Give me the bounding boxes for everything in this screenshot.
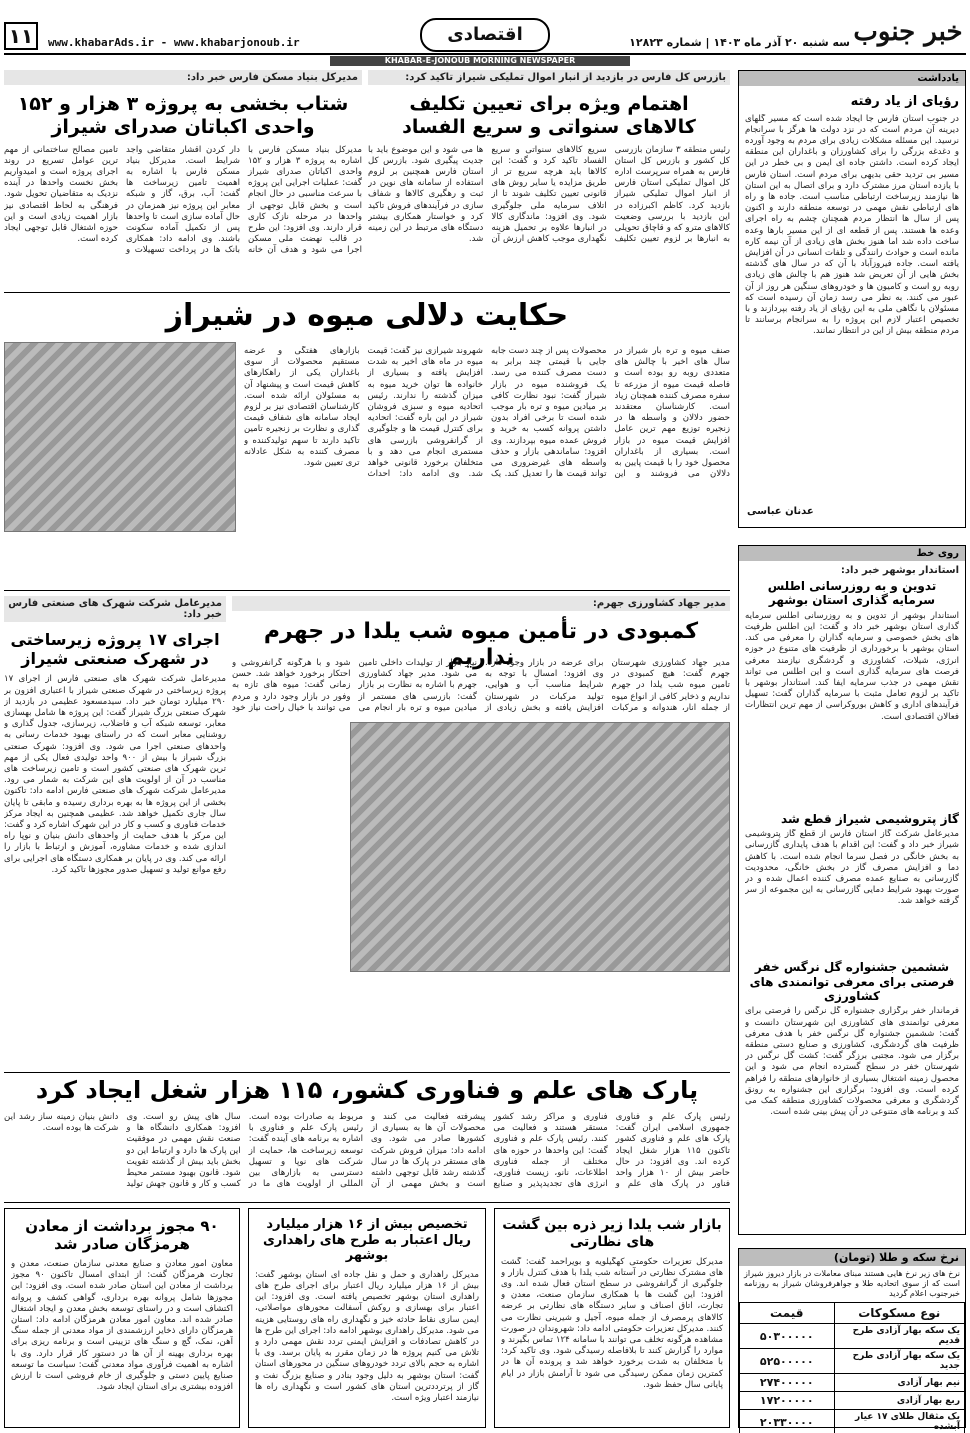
gold-col-price: قیمت [740, 1303, 835, 1324]
section-title: اقتصادی [420, 18, 550, 52]
maaden-title: ۹۰ مجوز برداشت از معادن هرمزگان صادر شد [25, 1217, 219, 1253]
miveh-title: حکایت دلالی میوه در شیراز [165, 298, 569, 333]
yaddasht-author: عدنان عباسی [747, 505, 814, 517]
gold-row [740, 1349, 965, 1374]
gold-row [740, 1392, 965, 1410]
yalda-photo [350, 722, 730, 972]
miveh-photo [4, 342, 236, 532]
gold-item-name: ربع بهار آزادی [834, 1392, 965, 1410]
gold-item-price: ۲۰۳۳۰۰۰۰ [740, 1410, 835, 1433]
article-kalaha [368, 70, 730, 285]
divider [4, 1202, 730, 1203]
yalda-market-title: بازار شب یلدا زیر ذره بین گشت های نظارتی [502, 1217, 722, 1250]
page-number: ۱۱ [8, 24, 34, 48]
park-title: پارک های علم و فناوری کشور، ۱۱۵ هزار شغل ایجاد کرد [35, 1076, 699, 1104]
yalda-body: مدیر جهاد کشاورزی شهرستان جهرم گفت: هیچ کمبودی در تامین میوه شب یلدا در جهرم نداریم و ذخایر کافی از انواع میوه از جمله انار، هندوانه و مرکبات برای عرضه در بازار وجود دارد. وی افزود: امسال با توجه به شرایط مناسب آب و هوایی، تولید مرکبات در شهرستان افزایش یافته و بخش زیادی از نیاز بازار از تولیدات داخلی تامین می شود. مدیر جهاد کشاورزی جهرم با اشاره به نظارت بر بازار گفت: بازرسی های مستمر از میادین میوه و تره بار انجام می شود و با هرگونه گرانفروشی و احتکار برخورد خواهد شد. حسن زمانی گفت: میوه های تازه به وفور در بازار وجود دارد و مردم می توانند با خیال راحت نیاز خود [232, 658, 730, 713]
gold-table-header [740, 1303, 965, 1324]
gold-table [739, 1302, 965, 1433]
ruye-khat-title: گاز پتروشیمی شیراز قطع شد [781, 811, 959, 826]
gold-title: نرخ سکه و طلا (تومان) [739, 1249, 965, 1266]
gold-item-price: ۵۲۵۰۰۰۰۰ [740, 1349, 835, 1374]
gold-item-name: یک سکه بهار آزادی طرح قدیم [834, 1324, 965, 1349]
article-miveh [4, 298, 730, 583]
projects-kicker: مدیرعامل شرکت شهرک های صنعتی فارس خبر داد: [4, 596, 226, 622]
gold-item-price: ۱۷۲۰۰۰۰۰ [740, 1392, 835, 1410]
maskan-title: شتاب بخشی به پروژه ۳ هزار و ۱۵۲ واحدی اکباتان صدرای شیراز [17, 93, 349, 138]
projects-body: مدیرعامل شرکت شهرک های صنعتی فارس از اجرای ۱۷ پروژه زیرساختی در شهرک صنعتی شیراز با اعتباری افزون بر ۲۹۰ میلیارد تومان خبر داد. سیدمسعود عظیمی در بازدید از شهرک صنعتی بزرگ شیراز گفت: این پروژه ها شامل بهسازی معابر، توسعه شبکه آب و فاضلاب، زیرسازی، جدول گذاری و روشنایی معابر است که در راستای بهبود خدمات رسانی به واحدهای صنعتی اجرا می شود. وی افزود: شهرک صنعتی بزرگ شیراز با بیش از ۹۰۰ واحد تولیدی فعال یکی از مهم ترین شهرک های صنعتی کشور است و تامین زیرساخت های مناسب در آن از اولویت های این شرکت به شمار می رود. مدیرعامل شرکت شهرک های صنعتی فارس ادامه داد: تاکنون بخشی از این پروژه ها به بهره برداری رسیده و مابقی تا پایان سال جاری تکمیل خواهد شد. عظیمی همچنین به ایجاد مرکز خدمات فناوری و کسب و کار در این شهرک اشاره کرد و گفت: این مرکز با هدف حمایت از واحدهای دانش بنیان و نوپا راه اندازی شده و خدمات مشاوره، آموزش و ارتباط با بازار را ارائه می کند. وی در پایان بر همکاری دستگاه های اجرایی برای رفع موانع تولید و تسهیل صدور مجوزها تاکید کرد. [4, 674, 226, 875]
yaddasht-title: رؤیای از یاد رفته [850, 94, 959, 109]
masthead [0, 0, 970, 64]
gold-col-item: نوع مسکوکات [834, 1303, 965, 1324]
kalaha-kicker: بازرس کل فارس در بازدید از انبار اموال تملیکی شیراز تاکید کرد: [368, 70, 730, 85]
masthead-rule [4, 53, 966, 55]
ruye-khat-box [738, 545, 966, 1235]
ruye-khat-body: فرماندار خفر برگزاری جشنواره گل نرگس را فرصتی برای معرفی توانمندی های کشاورزی این شهرستان دانست و گفت: ششمین جشنواره گل نرگس خفر با هدف معرفی ظرفیت های گردشگری، کشاورزی و صنایع دستی منطقه برگزار می شود. مجتبی برزگر گفت: کشت گل نرگس در شهرستان خفر در سطح گسترده انجام می شود و این محصول زمینه اشتغال بسیاری از خانوارهای منطقه را فراهم کرده است. وی افزود: برگزاری این جشنواره به رونق گردشگری و معرفی محصولات کشاورزی منطقه کمک می کند و برنامه های متنوعی در آن پیش بینی شده است. [745, 1006, 959, 1118]
divider [4, 292, 730, 293]
article-rahdari [248, 1208, 486, 1428]
rahdari-body: مدیرکل راهداری و حمل و نقل جاده ای استان بوشهر گفت: بیش از ۱۶ هزار میلیارد ریال اعتبار برای اجرای طرح های راهداری استان بوشهر تخصیص یافته است. وی افزود: این اعتبار برای بهسازی و روکش آسفالت محورهای مواصلاتی، ایمن سازی نقاط حادثه خیز و نگهداری راه های روستایی هزینه می شود. مدیرکل راهداری بوشهر ادامه داد: اجرای این طرح ها در کاهش تصادفات و افزایش ایمنی تردد نقش مهمی دارد و تلاش می کنیم پروژه ها در زمان مقرر به پایان برسد. وی با اشاره به حجم بالای تردد خودروهای سنگین در محورهای استان گفت: استان بوشهر به دلیل وجود بنادر و صنایع بزرگ نفت و گاز از پرترددترین استان های کشور است و نگهداری راه ها نیازمند اعتبار ویژه است. [255, 1269, 479, 1404]
yaddasht-body: در جنوب استان فارس جا ایجاد شده است که مسیر گلهای دیرینه آن مردم است که در نزد دولت ها هرگز با سرانجام نرسید. این مسئله مشکلات زیادی برای مردم به وجود آورده و دغدغه بزرگی را برای کشاورزان و باغداران این منطقه ایجاد کرده است. داشتن جاده ای ایمن و بی خطر در این مسیر بی تردید حقی بدیهی برای مردم است. استان فارس با یازده استان مرز مشترک دارد و برای اتصال به این استان ها نیازمند زیرساخت ارتباطی مناسب است. جاده ها و راه های ارتباطی نقش مهمی در توسعه منطقه دارند و اکنون پس از سال ها انتظار مردم همچنان چشم به راه اجرای وعده ها هستند. پس از قطعه ای از این مسیر بارها وعده ساخت داده شد اما هنوز بخش های زیادی از آن نیمه کاره مانده است و حوادث رانندگی و تلفات انسانی در آن افزایش یافته است. جاده فیروزآباد با آن که در سال های گذشته بخش هایی از آن تعریض شد هنوز هم با چالش های زیادی روبه رو است و کامیون ها و خودروهای سنگین هر روز از آن عبور می کنند. به نظر می رسد زمان آن رسیده است که مسئولان با نگاهی ملی به این رؤیای از یاد رفته بپردازند و با تخصیص اعتبار لازم این پروژه را به سرانجام برسانند تا مردم منطقه بیش از این در انتظار نمانند. [745, 113, 959, 337]
miveh-body: صنف میوه و تره بار شیراز در سال های اخیر با چالش های متعددی روبه رو بوده است و فاصله قیمت میوه از مزرعه تا سفره مصرف کننده همچنان زیاد است. کارشناسان معتقدند حضور دلالان و واسطه ها در زنجیره توزیع مهم ترین عامل افزایش قیمت میوه در بازار است. بسیاری از باغداران محصول خود را با قیمت پایین به دلالان می فروشند و این محصولات پس از چند دست جابه جایی با قیمتی چند برابر به دست مصرف کننده می رسد. یک فروشنده میوه در بازار شیراز گفت: نبود نظارت کافی بر میادین میوه و تره بار موجب شده است تا برخی افراد بدون داشتن پروانه کسب به خرید و فروش عمده میوه بپردازند. وی افزود: ساماندهی بازار و حذف واسطه های غیرضروری می تواند قیمت ها را تعدیل کند. یک شهروند شیرازی نیز گفت: قیمت میوه در ماه های اخیر به شدت افزایش یافته و بسیاری از خانواده ها توان خرید میوه به میزان گذشته را ندارند. رئیس اتحادیه میوه و سبزی فروشان شیراز در این باره گفت: اتحادیه برای کنترل قیمت ها و جلوگیری از گرانفروشی بازرسی های مستمری انجام می دهد و با متخلفان برخورد قانونی خواهد شد. وی ادامه داد: احداث بازارهای هفتگی و عرضه مستقیم محصولات از سوی باغداران یکی از راهکارهای کاهش قیمت است و پیشنهاد آن به مسئولان ارائه شده است. کارشناسان اقتصادی نیز بر لزوم ایجاد سامانه های شفاف قیمت گذاری و نظارت بر زنجیره تامین تاکید دارند تا سهم تولیدکننده و مصرف کننده به شکل عادلانه تری تعیین شود. [244, 346, 730, 480]
yalda-kicker: مدیر جهاد کشاورزی جهرم: [232, 596, 730, 611]
ruye-khat-title: تدوین و به روزرسانی اطلس سرمایه گذاری استان بوشهر [767, 579, 937, 608]
ruye-khat-kicker: استاندار بوشهر خبر داد: [840, 565, 959, 576]
ruye-khat-body: استاندار بوشهر از تدوین و به روزرسانی اطلس سرمایه گذاری استان بوشهر خبر داد و گفت: این اطلس ظرفیت های بخش خصوصی و سرمایه گذاران را معرفی می کند. استان بوشهر با برخورداری از ظرفیت های متنوع در حوزه انرژی، شیلات، کشاورزی و گردشگری نیازمند معرفی فرصت های سرمایه گذاری است و این اطلس می تواند نقش مهمی در جذب سرمایه ایفا کند. استاندار بوشهر با تاکید بر لزوم تعامل مثبت با سرمایه گذاران گفت: تسهیل فرآیندهای اداری و کاهش بوروکراسی از مهم ترین انتظارات فعالان اقتصادی است. [745, 610, 959, 722]
park-body: رئیس پارک علم و فناوری جمهوری اسلامی ایران گفت: پارک های علم و فناوری کشور تاکنون ۱۱۵ هزار شغل ایجاد کرده اند. وی افزود: در حال حاضر بیش از ۱۰ هزار واحد فناور در پارک های علم و فناوری و مراکز رشد کشور مستقر هستند و فعالیت می کنند. رئیس پارک علم و فناوری گفت: این واحدها در حوزه های مختلف از جمله فناوری اطلاعات، نانو، زیست فناوری، انرژی های تجدیدپذیر و صنایع پیشرفته فعالیت می کنند و محصولات آن ها به بسیاری از کشورها صادر می شود. وی ادامه داد: میزان فروش شرکت های مستقر در پارک ها در سال گذشته رشد قابل توجهی داشته است و بخش مهمی از آن مربوط به صادرات بوده است. رئیس پارک علم و فناوری با اشاره به برنامه های آینده گفت: توسعه زیرساخت ها، حمایت از شرکت های نوپا و تسهیل دسترسی به بازارهای بین المللی از اولویت های ما در سال های پیش رو است. وی افزود: همکاری دانشگاه ها و صنعت نقش مهمی در موفقیت این پارک ها دارد و ارتباط این دو بخش باید بیش از گذشته تقویت شود. قانون بهبود مستمر محیط کسب و کار و قانون جهش تولید دانش بنیان زمینه ساز رشد این شرکت ها بوده است. [4, 1112, 730, 1190]
yalda-bottom-text [350, 978, 730, 1062]
ruye-khat-item [739, 561, 965, 805]
ruye-khat-label: روی خط [739, 546, 965, 561]
article-yalda [232, 596, 730, 1066]
gold-item-name: نیم بهار آزادی [834, 1374, 965, 1392]
maskan-kicker: مدیرکل بنیاد مسکن فارس خبر داد: [4, 70, 362, 85]
divider [4, 590, 730, 591]
article-park [4, 1076, 730, 1196]
rahdari-title: تخصیص بیش از ۱۶ هزار میلیارد ریال اعتبار به طرح های راهداری بوشهر [262, 1217, 472, 1264]
miveh-photo-caption [4, 536, 236, 576]
divider [4, 1072, 730, 1073]
gold-item-name: یک سکه بهار آزادی طرح جدید [834, 1349, 965, 1374]
english-band: KHABAR-E-JONOUB MORNING NEWSPAPER [330, 56, 630, 66]
ruye-khat-body: مدیرعامل شرکت گاز استان فارس از قطع گاز پتروشیمی شیراز خبر داد و گفت: این اقدام با هدف پایداری گازرسانی به بخش خانگی در فصل سرما انجام شده است. با کاهش دما و افزایش مصرف گاز در بخش خانگی، محدودیت گازرسانی به صنایع عمده مصرف کننده اعمال شده و در صورت بهبود شرایط دمایی گازرسانی به این مجموعه از سر گرفته خواهد شد. [745, 829, 959, 907]
yaddasht-label: یادداشت [739, 71, 965, 86]
gold-item-price: ۲۷۴۰۰۰۰۰ [740, 1374, 835, 1392]
maskan-body: مدیرکل بنیاد مسکن فارس با اشاره به پروژه ۳ هزار و ۱۵۲ واحدی اکباتان صدرای شیراز گفت: عملیات اجرایی این پروژه با سرعت مناسبی در حال انجام است و بخش قابل توجهی از واحدها در مرحله نازک کاری قرار دارند. وی افزود: این طرح در قالب نهضت ملی مسکن اجرا می شود و هدف آن خانه دار کردن اقشار متقاضی واجد شرایط است. مدیرکل بنیاد مسکن فارس با اشاره به اهمیت تامین زیرساخت ها گفت: آب، برق، گاز و شبکه معابر این پروژه نیز همزمان در حال آماده سازی است تا واحدها پس از تکمیل آماده سکونت باشند. وی ادامه داد: همکاری بانک ها در پرداخت تسهیلات و تامین مصالح ساختمانی از مهم ترین عوامل تسریع در روند اجرای پروژه است و امیدواریم بخش نخست واحدها در آینده نزدیک به متقاضیان تحویل شود. فرهنگی به لحاظ اقتصادی نیز بازار اهمیت زیادی است و این حوزه اشتغال قابل توجهی ایجاد کرده است. [4, 144, 362, 256]
kalaha-body: رئیس منطقه ۳ سازمان بازرسی کل کشور و بازرس کل استان فارس به همراه سرپرست اداره کل اموال تملیکی استان فارس از انبار اموال تملیکی شیراز بازدید کرد. کاظم اکبرزاده در این بازدید با بررسی وضعیت کالاهای مترو که و قاچاق تحویلی به انبارها بر لزوم تعیین تکلیف سریع کالاهای سنواتی و سریع الفساد تاکید کرد و گفت: این کالاها باید هرچه سریع تر از طریق مزایده یا سایر روش های قانونی تعیین تکلیف شوند تا از اتلاف سرمایه ملی جلوگیری شود. وی افزود: ماندگاری کالا در انبارها علاوه بر تحمیل هزینه نگهداری موجب کاهش ارزش آن ها می شود و این موضوع باید با جدیت پیگیری شود. بازرس کل استان فارس همچنین بر لزوم استفاده از سامانه های نوین در ثبت و رهگیری کالاها و شفاف سازی در فرآیندهای فروش تاکید کرد و خواستار همکاری بیشتر دستگاه های مرتبط در این زمینه شد. [368, 144, 730, 245]
article-17-projects [4, 596, 226, 1066]
ruye-khat-item [739, 953, 965, 1260]
gold-row [740, 1410, 965, 1433]
yalda-side-text [232, 722, 344, 1062]
ruye-khat-title: ششمین جشنواره گل نرگس خفر فرصتی برای معرفی توانمندی های کشاورزی [749, 960, 955, 1003]
ruye-khat-item [739, 805, 965, 953]
maaden-body: معاون امور معادن و صنایع معدنی سازمان صنعت، معدن و تجارت هرمزگان گفت: از ابتدای امسال تاکنون ۹۰ مجوز برداشت از معادن این استان صادر شده است. وی افزود: این مجوزها شامل پروانه بهره برداری، گواهی کشف و پروانه اکتشاف است و در راستای توسعه بخش معدن و ایجاد اشتغال صادر شده اند. معاون امور معادن هرمزگان ادامه داد: استان هرمزگان دارای ذخایر ارزشمندی از مواد معدنی از جمله سنگ آهن، نمک، گچ و سنگ های تزیینی است و برنامه ریزی برای بهره برداری بهینه از آن ها در دستور کار قرار دارد. وی با اشاره به اهمیت فرآوری مواد معدنی گفت: سیاست ما توسعه صنایع پایین دستی و جلوگیری از خام فروشی است تا ارزش افزوده بیشتری برای استان ایجاد شود. [11, 1259, 233, 1393]
yaddasht-box [738, 70, 966, 528]
article-maskan [4, 70, 362, 285]
site-url: www.khabarAds.ir - www.khabarjonoub.ir [48, 36, 300, 49]
article-maaden [4, 1208, 240, 1428]
gold-box [738, 1248, 966, 1432]
issue-date: سه شنبه ۲۰ آذر ماه ۱۴۰۳ | شماره ۱۲۸۲۳ [629, 36, 850, 49]
article-yalda-market [494, 1208, 730, 1428]
newspaper-logo: خبر جنوب [853, 17, 963, 47]
gold-row [740, 1324, 965, 1349]
gold-item-price: ۵۰۳۰۰۰۰۰ [740, 1324, 835, 1349]
yalda-title: کمبودی در تأمین میوه شب یلدا در جهرم نداریم [263, 619, 699, 671]
yalda-market-body: مدیرکل تعزیرات حکومتی کهگیلویه و بویراحمد گفت: گشت های مشترک نظارتی در آستانه شب یلدا با هدف کنترل بازار و جلوگیری از گرانفروشی در سطح استان فعال شده اند. وی افزود: این گشت ها با همکاری سازمان صنعت، معدن و تجارت، اتاق اصناف و سایر دستگاه های نظارتی بر عرضه کالاهای پرمصرف از جمله میوه، آجیل و شیرینی نظارت می کنند. مدیرکل تعزیرات حکومتی ادامه داد: شهروندان در صورت مشاهده هرگونه تخلف می توانند با سامانه ۱۲۴ تماس بگیرند و موارد را گزارش کنند تا بلافاصله رسیدگی شود. وی تاکید کرد: با متخلفان به شدت برخورد خواهد شد و پرونده آن ها در کمترین زمان ممکن رسیدگی می شود تا آرامش بازار در ایام پایانی سال حفظ شود. [501, 1256, 723, 1390]
page-number-box [4, 22, 38, 50]
projects-title: اجرای ۱۷ پروژه زیرساختی در شهرک صنعتی شیراز [10, 630, 220, 669]
kalaha-title: اهتمام ویژه برای تعیین تکلیف کالاهای سنواتی و سریع الفساد [402, 93, 696, 138]
gold-item-name: یک مثقال طلای ۱۷ عیار آبشده [834, 1410, 965, 1433]
gold-row [740, 1374, 965, 1392]
gold-note: نرخ های زیر نرخ هایی هستند مبنای معاملات در بازار دیروز شیراز است که از سوی اتحادیه طلا و جواهرفروشان شیراز به روزنامه خبرجنوب اعلام گردید [744, 1269, 960, 1298]
